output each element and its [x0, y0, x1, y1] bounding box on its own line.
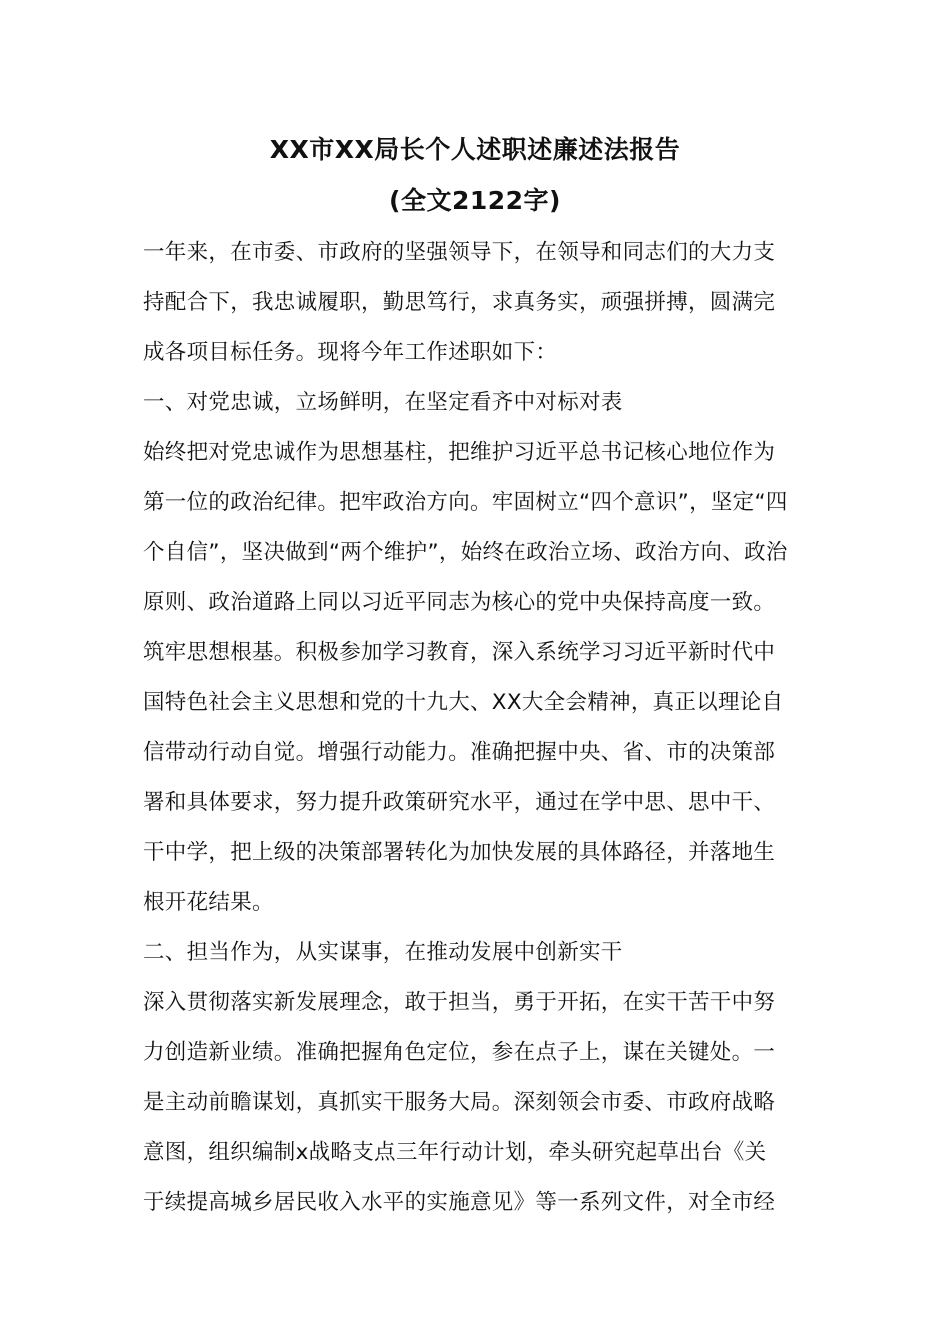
body-line: 原则、政治道路上同以习近平同志为核心的党中央保持高度一致。 — [143, 590, 776, 615]
body-line: 第一位的政治纪律。把牢政治方向。牢固树立“四个意识”，坚定“四 — [143, 490, 788, 515]
body-line: 根开花结果。 — [143, 890, 274, 915]
document-body — [143, 228, 807, 1228]
body-line: 持配合下，我忠诚履职，勤思笃行，求真务实，顽强拼搏，圆满完 — [143, 290, 776, 315]
body-line: 于续提高城乡居民收入水平的实施意见》等一系列文件，对全市经 — [143, 1190, 776, 1215]
section-heading-2: 二、担当作为，从实谋事，在推动发展中创新实干 — [143, 940, 623, 965]
body-line: 意图，组织编制x战略支点三年行动计划，牵头研究起草出台《关 — [143, 1140, 767, 1165]
body-line: 干中学，把上级的决策部署转化为加快发展的具体路径，并落地生 — [143, 840, 776, 865]
body-line: 个自信”，坚决做到“两个维护”，始终在政治立场、政治方向、政治 — [143, 540, 788, 565]
document-title: XX市XX局长个人述职述廉述法报告 — [269, 135, 681, 164]
body-line: 始终把对党忠诚作为思想基柱，把维护习近平总书记核心地位作为 — [143, 440, 776, 465]
document-subtitle: (全文2122字) — [389, 186, 561, 215]
body-line: 力创造新业绩。准确把握角色定位，参在点子上，谋在关键处。一 — [143, 1040, 776, 1065]
body-line: 一年来，在市委、市政府的坚强领导下，在领导和同志们的大力支 — [143, 240, 776, 265]
body-line: 筑牢思想根基。积极参加学习教育，深入系统学习习近平新时代中 — [143, 640, 776, 665]
body-line: 信带动行动自觉。增强行动能力。准确把握中央、省、市的决策部 — [143, 740, 776, 765]
body-line: 署和具体要求，努力提升政策研究水平，通过在学中思、思中干、 — [143, 790, 776, 815]
body-line: 成各项目标任务。现将今年工作述职如下： — [143, 340, 558, 365]
body-line: 国特色社会主义思想和党的十九大、XX大全会精神，真正以理论自 — [143, 690, 784, 715]
section-heading-1: 一、对党忠诚，立场鲜明，在坚定看齐中对标对表 — [143, 390, 623, 415]
body-line: 是主动前瞻谋划，真抓实干服务大局。深刻领会市委、市政府战略 — [143, 1090, 776, 1115]
body-line: 深入贯彻落实新发展理念，敢于担当，勇于开拓，在实干苦干中努 — [143, 990, 776, 1015]
